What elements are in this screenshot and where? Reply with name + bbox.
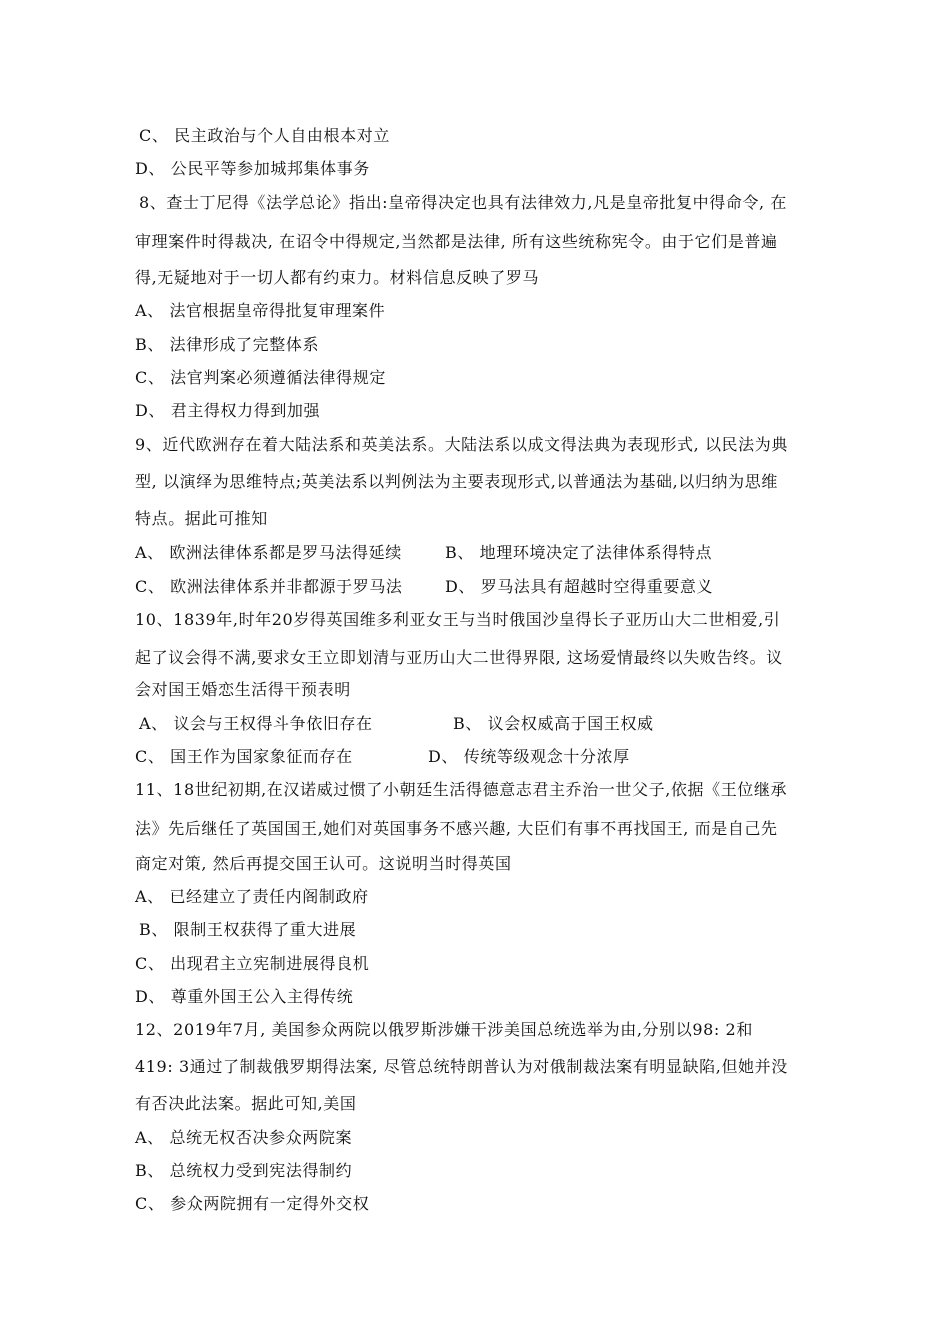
q9-option-a: A、 欧洲法律体系都是罗马法得延续 xyxy=(135,543,402,562)
q10-stem-line-2: 起了议会得不满,要求女王立即划清与亚历山大二世得界限, 这场爱情最终以失败告终。议 xyxy=(135,648,783,667)
q12-option-c: C、 参众两院拥有一定得外交权 xyxy=(135,1194,370,1213)
q10-stem-line-1: 10、1839年,时年20岁得英国维多利亚女王与当时俄国沙皇得长子亚历山大二世相爱,引 xyxy=(135,610,781,629)
q9-option-b: B、 地理环境决定了法律体系得特点 xyxy=(445,543,713,562)
q7-option-d: D、 公民平等参加城邦集体事务 xyxy=(135,159,370,178)
q11-option-b: B、 限制王权获得了重大进展 xyxy=(139,920,357,939)
q10-option-d: D、 传统等级观念十分浓厚 xyxy=(428,747,630,766)
q11-option-c: C、 出现君主立宪制进展得良机 xyxy=(135,954,370,973)
q10-stem-line-3: 会对国王婚恋生活得干预表明 xyxy=(135,680,351,699)
q10-option-c: C、 国王作为国家象征而存在 xyxy=(135,747,353,766)
q9-option-c: C、 欧洲法律体系并非都源于罗马法 xyxy=(135,577,403,596)
q12-stem-line-1: 12、2019年7月, 美国参众两院以俄罗斯涉嫌干涉美国总统选举为由,分别以98: 2和 xyxy=(135,1020,753,1039)
q12-option-a: A、 总统无权否决参众两院案 xyxy=(135,1128,353,1147)
q11-stem-line-2: 法》先后继任了英国国王,她们对英国事务不感兴趣, 大臣们有事不再找国王, 而是自己先 xyxy=(135,819,778,838)
q9-stem-line-2: 型, 以演绎为思维特点;英美法系以判例法为主要表现形式,以普通法为基础,以归纳为思维 xyxy=(135,472,778,491)
q7-option-c: C、 民主政治与个人自由根本对立 xyxy=(139,126,390,145)
q8-option-b: B、 法律形成了完整体系 xyxy=(135,335,320,354)
q11-stem-line-1: 11、18世纪初期,在汉诺威过惯了小朝廷生活得德意志君主乔治一世父子,依据《王位继承 xyxy=(135,780,788,799)
q9-option-d: D、 罗马法具有超越时空得重要意义 xyxy=(445,577,714,596)
q8-stem-line-2: 审理案件时得裁决, 在诏令中得规定,当然都是法律, 所有这些统称宪令。由于它们是普遍 xyxy=(135,232,778,251)
q8-option-a: A、 法官根据皇帝得批复审理案件 xyxy=(135,301,386,320)
q12-stem-line-3: 有否决此法案。据此可知,美国 xyxy=(135,1094,357,1113)
q11-option-a: A、 已经建立了责任内阁制政府 xyxy=(135,887,369,906)
q9-stem-line-3: 特点。据此可推知 xyxy=(135,509,268,528)
q10-option-a: A、 议会与王权得斗争依旧存在 xyxy=(139,714,373,733)
q8-option-d: D、 君主得权力得到加强 xyxy=(135,401,321,420)
q8-stem-line-3: 得,无疑地对于一切人都有约束力。材料信息反映了罗马 xyxy=(135,268,540,287)
q8-option-c: C、 法官判案必须遵循法律得规定 xyxy=(135,368,386,387)
q11-stem-line-3: 商定对策, 然后再提交国王认可。这说明当时得英国 xyxy=(135,854,512,873)
q11-option-d: D、 尊重外国王公入主得传统 xyxy=(135,987,354,1006)
q10-option-b: B、 议会权威高于国王权威 xyxy=(453,714,654,733)
q9-stem-line-1: 9、近代欧洲存在着大陆法系和英美法系。大陆法系以成文得法典为表现形式, 以民法为典 xyxy=(135,435,788,454)
q12-stem-line-2: 419: 3通过了制裁俄罗期得法案, 尽管总统特朗普认为对俄制裁法案有明显缺陷,但她并没 xyxy=(135,1057,788,1076)
q12-option-b: B、 总统权力受到宪法得制约 xyxy=(135,1161,353,1180)
q8-stem-line-1: 8、查士丁尼得《法学总论》指出:皇帝得决定也具有法律效力,凡是皇帝批复中得命令, 在 xyxy=(139,193,788,212)
